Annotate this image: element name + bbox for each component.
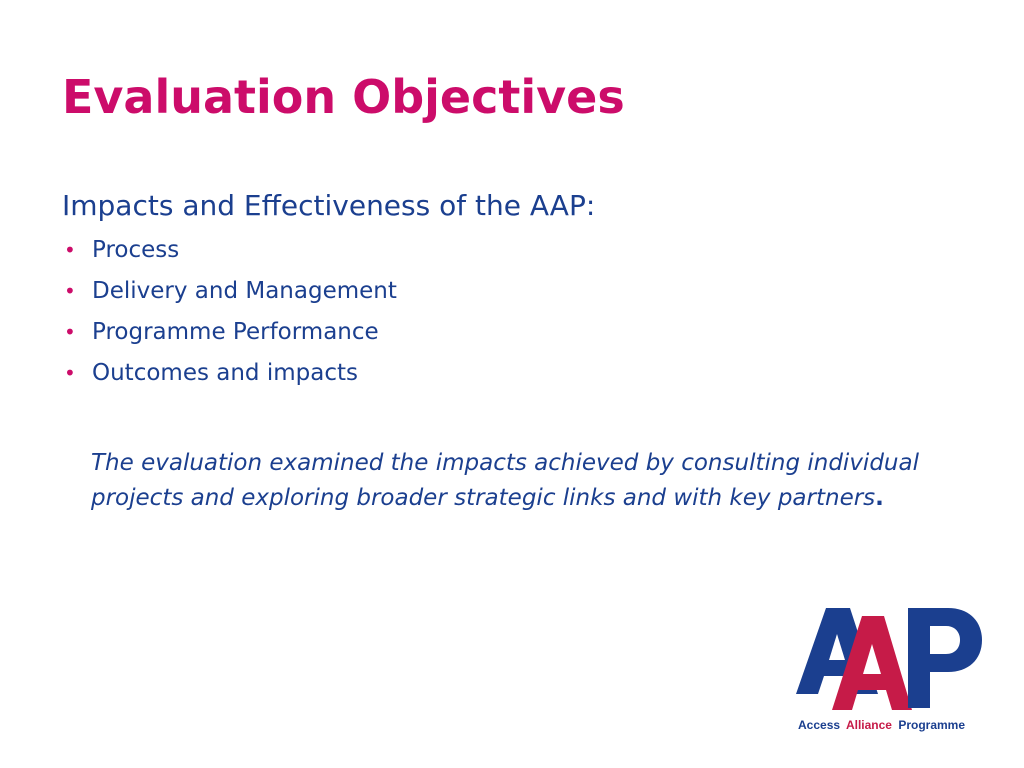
bullet-list (62, 230, 397, 394)
bullet-dot-icon: • (64, 238, 76, 262)
bullet-dot-icon: • (64, 279, 76, 303)
bullet-item-performance (62, 312, 397, 353)
bullet-dot-icon: • (64, 361, 76, 385)
evaluation-note-text: The evaluation examined the impacts achieved by consulting individual projects and exploring broader strategic links and with key partners (91, 450, 919, 511)
logo-word-programme: Programme (898, 718, 966, 732)
evaluation-note (91, 446, 971, 516)
bullet-text: Process (92, 237, 180, 263)
bullet-dot-icon: • (64, 320, 76, 344)
logo-letter-p (908, 608, 982, 708)
slide-title: Evaluation Objectives (62, 70, 625, 124)
aap-logo (792, 602, 988, 736)
slide-subtitle: Impacts and Effectiveness of the AAP: (62, 189, 596, 222)
bullet-item-outcomes (62, 353, 397, 394)
bullet-text: Outcomes and impacts (92, 360, 358, 386)
bullet-item-delivery (62, 271, 397, 312)
bullet-text: Delivery and Management (92, 278, 397, 304)
logo-word-access: Access (798, 718, 841, 732)
evaluation-note-period: . (875, 485, 884, 511)
bullet-text: Programme Performance (92, 319, 379, 345)
aap-logo-mark (792, 602, 988, 736)
logo-wordmark (798, 718, 965, 732)
bullet-item-process (62, 230, 397, 271)
logo-word-alliance: Alliance (845, 718, 892, 732)
